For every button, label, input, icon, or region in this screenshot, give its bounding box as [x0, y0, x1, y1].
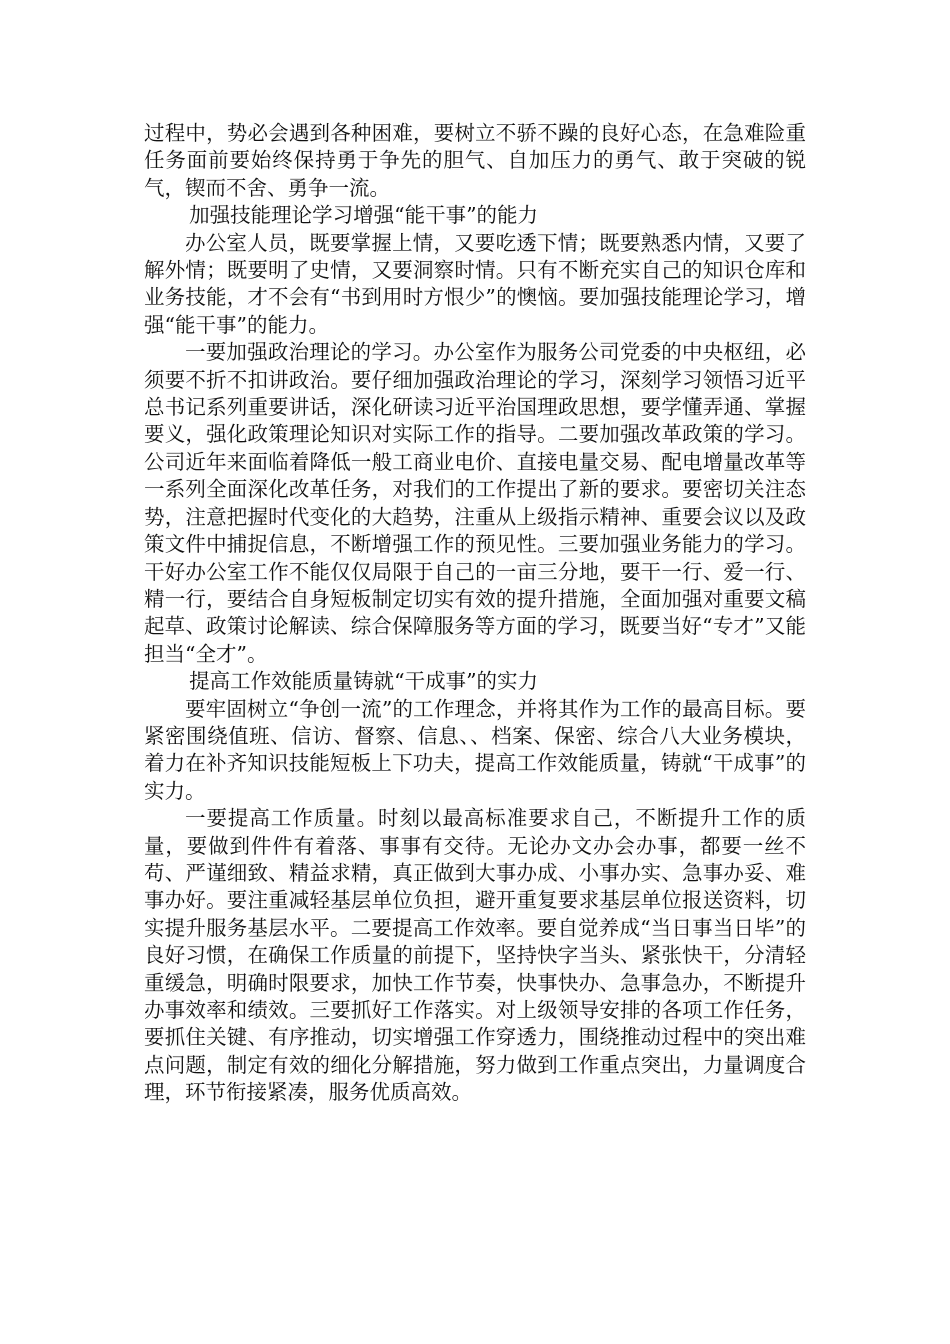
document-page [144, 120, 806, 1107]
paragraph-political-study: 一要加强政治理论的学习。办公室作为服务公司党委的中央枢纽，必须要不折不扣讲政治。要仔细加强政治理论的学习，深刻学习领悟习近平总书记系列重要讲话，深化研读习近平治国理政思想，要学懂弄通、掌握要义，强化政策理论知识对实际工作的指导。二要加强改革政策的学习。公司近年来面临着降低一般工商业电价、直接电量交易、配电增量改革等一系列全面深化改革任务，对我们的工作提出了新的要求。要密切关注态势，注意把握时代变化的大趋势，注重从上级指示精神、重要会议以及政策文件中捕捉信息，不断增强工作的预见性。三要加强业务能力的学习。干好办公室工作不能仅仅局限于自己的一亩三分地，要干一行、爱一行、精一行，要结合自身短板制定切实有效的提升措施，全面加强对重要文稿起草、政策讨论解读、综合保障服务等方面的学习，既要当好“专才”又能担当“全才”。 [144, 340, 806, 666]
section-heading-skills: 加强技能理论学习增强“能干事”的能力 [189, 203, 539, 228]
section-heading-efficiency: 提高工作效能质量铸就“干成事”的实力 [189, 669, 539, 694]
paragraph-first-class-goal: 要牢固树立“争创一流”的工作理念，并将其作为工作的最高目标。要紧密围绕值班、信访、督察、信息、、档案、保密、综合八大业务模块，着力在补齐知识技能短板上下功夫，提高工作效能质量，铸就“干成事”的实力。 [144, 696, 806, 803]
paragraph-office-staff: 办公室人员，既要掌握上情，又要吃透下情；既要熟悉内情，又要了解外情；既要明了史情，又要洞察时情。只有不断充实自己的知识仓库和业务技能，才不会有“书到用时方恨少”的懊恼。要加强技能理论学习，增强“能干事”的能力。 [144, 230, 806, 337]
paragraph-continuation: 过程中，势必会遇到各种困难，要树立不骄不躁的良好心态，在急难险重任务面前要始终保持勇于争先的胆气、自加压力的勇气、敢于突破的锐气，锲而不舍、勇争一流。 [144, 121, 806, 200]
paragraph-work-quality: 一要提高工作质量。时刻以最高标准要求自己，不断提升工作的质量，要做到件件有着落、事事有交待。无论办文办会办事，都要一丝不苟、严谨细致、精益求精，真正做到大事办成、小事办实、急事办妥、难事办好。要注重减轻基层单位负担，避开重复要求基层单位报送资料，切实提升服务基层水平。二要提高工作效率。要自觉养成“当日事当日毕”的良好习惯，在确保工作质量的前提下，坚持快字当头、紧张快干，分清轻重缓急，明确时限要求，加快工作节奏，快事快办、急事急办，不断提升办事效率和绩效。三要抓好工作落实。对上级领导安排的各项工作任务，要抓住关键、有序推动，切实增强工作穿透力，围绕推动过程中的突出难点问题，制定有效的细化分解措施，努力做到工作重点突出，力量调度合理，环节衔接紧凑，服务优质高效。 [144, 806, 806, 1105]
